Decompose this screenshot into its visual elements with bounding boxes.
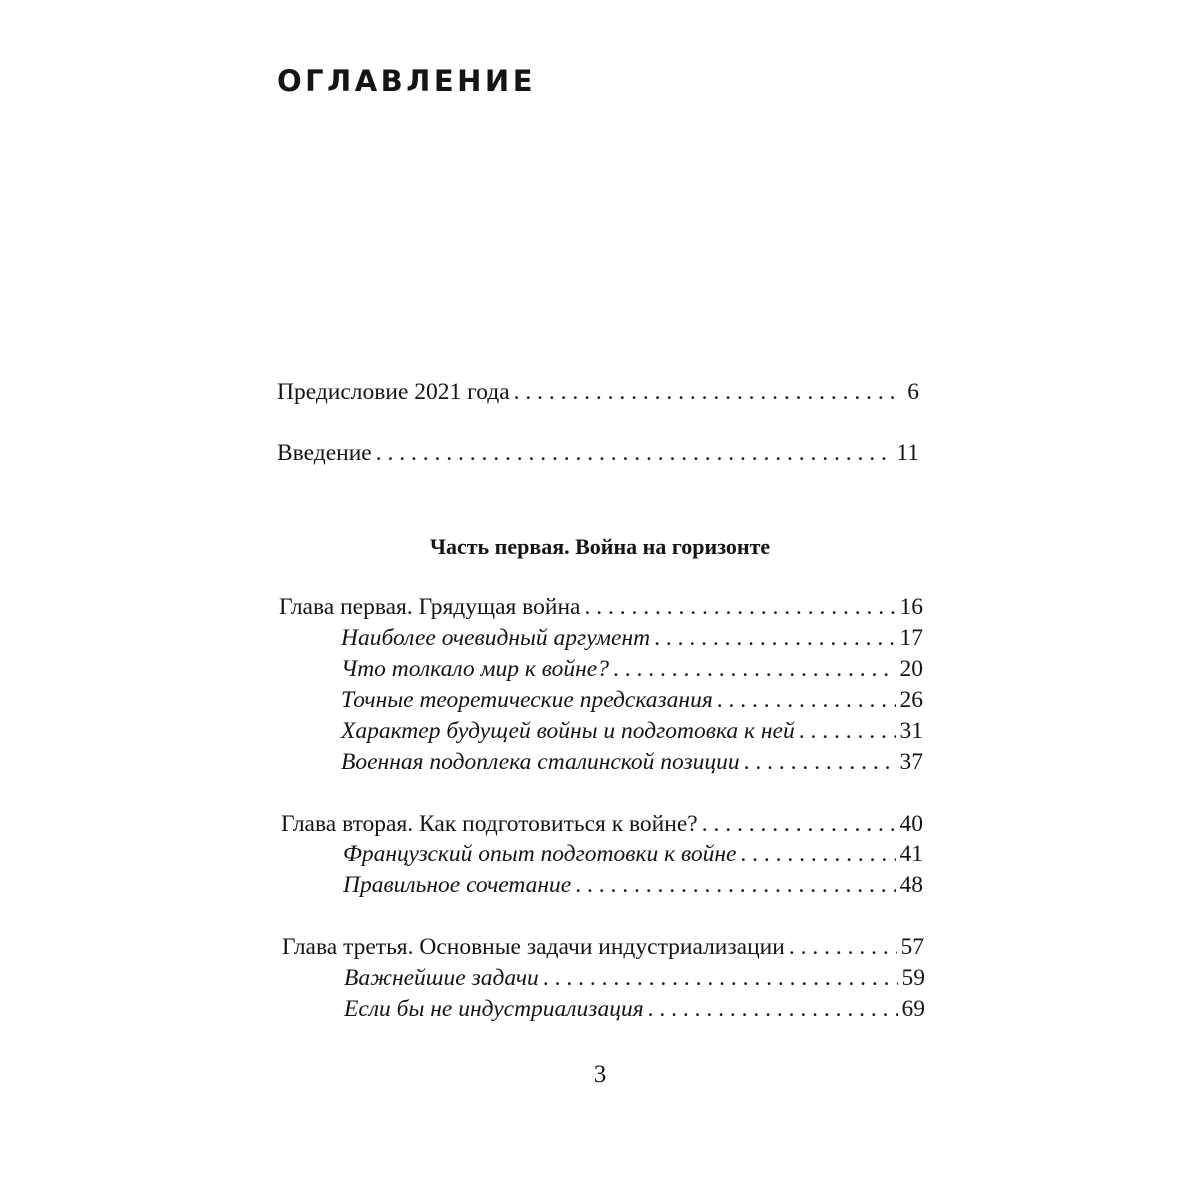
toc-section-page: 37	[899, 749, 923, 775]
toc-chapter-2	[281, 809, 923, 840]
toc-section-label: Точные теоретические предсказания	[341, 687, 713, 713]
toc-section	[344, 994, 925, 1025]
dot-leader	[702, 809, 896, 840]
dot-leader	[744, 747, 896, 778]
part-heading: Часть первая. Война на горизонте	[429, 534, 771, 559]
toc-section	[341, 716, 923, 747]
toc-entry-label: Введение	[277, 440, 372, 466]
dot-leader	[648, 994, 898, 1025]
toc-section	[344, 963, 925, 994]
toc-entry-preface	[277, 377, 919, 408]
toc-section-label: Что толкало мир к войне?	[341, 656, 609, 682]
dot-leader	[613, 654, 896, 685]
toc-chapter-label: Глава первая. Грядущая война	[279, 594, 581, 620]
toc-section-page: 20	[899, 656, 923, 682]
toc-section-label: Характер будущей войны и подготовка к ней	[341, 718, 795, 744]
toc-chapter-page: 16	[899, 594, 923, 620]
toc-section-label: Правильное сочетание	[343, 872, 572, 898]
toc-section-page: 48	[899, 872, 923, 898]
dot-leader	[514, 377, 904, 408]
toc-section-label: Если бы не индустриализация	[344, 996, 644, 1022]
toc-entry-page: 11	[896, 440, 919, 466]
dot-leader	[543, 963, 898, 994]
toc-section-label: Французский опыт подготовки к войне	[343, 841, 737, 867]
toc-section-label: Важнейшие задачи	[344, 965, 539, 991]
toc-section	[341, 747, 923, 778]
toc-section-label: Наиболее очевидный аргумент	[341, 625, 651, 651]
toc-section-page: 69	[901, 996, 925, 1022]
dot-leader	[584, 592, 895, 623]
dot-leader	[740, 839, 895, 870]
dot-leader	[717, 685, 896, 716]
toc-section-page: 31	[899, 718, 923, 744]
toc-entry-introduction	[277, 438, 919, 469]
toc-entry-page: 6	[907, 379, 919, 405]
toc-chapter-label: Глава третья. Основные задачи индустриализации	[282, 934, 785, 960]
page-number: 3	[593, 1061, 607, 1088]
toc-chapter-1	[279, 592, 923, 623]
toc-section	[343, 870, 923, 901]
toc-chapter-3	[282, 932, 924, 963]
toc-section	[341, 685, 923, 716]
toc-section-page: 17	[899, 625, 923, 651]
toc-section	[343, 839, 923, 870]
toc-section-page: 59	[901, 965, 925, 991]
page-title: ОГЛАВЛЕНИЕ	[277, 64, 537, 98]
toc-chapter-page: 40	[899, 811, 923, 837]
dot-leader	[376, 438, 893, 469]
toc-section-label: Военная подоплека сталинской позиции	[341, 749, 740, 775]
toc-section-page: 26	[899, 687, 923, 713]
toc-chapter-page: 57	[900, 934, 924, 960]
toc-section-page: 41	[899, 841, 923, 867]
toc-entry-label: Предисловие 2021 года	[277, 379, 510, 405]
dot-leader	[799, 716, 896, 747]
dot-leader	[575, 870, 895, 901]
toc-section	[341, 623, 923, 654]
dot-leader	[789, 932, 897, 963]
toc-section	[341, 654, 923, 685]
dot-leader	[654, 623, 895, 654]
toc-chapter-label: Глава вторая. Как подготовиться к войне?	[281, 811, 698, 837]
